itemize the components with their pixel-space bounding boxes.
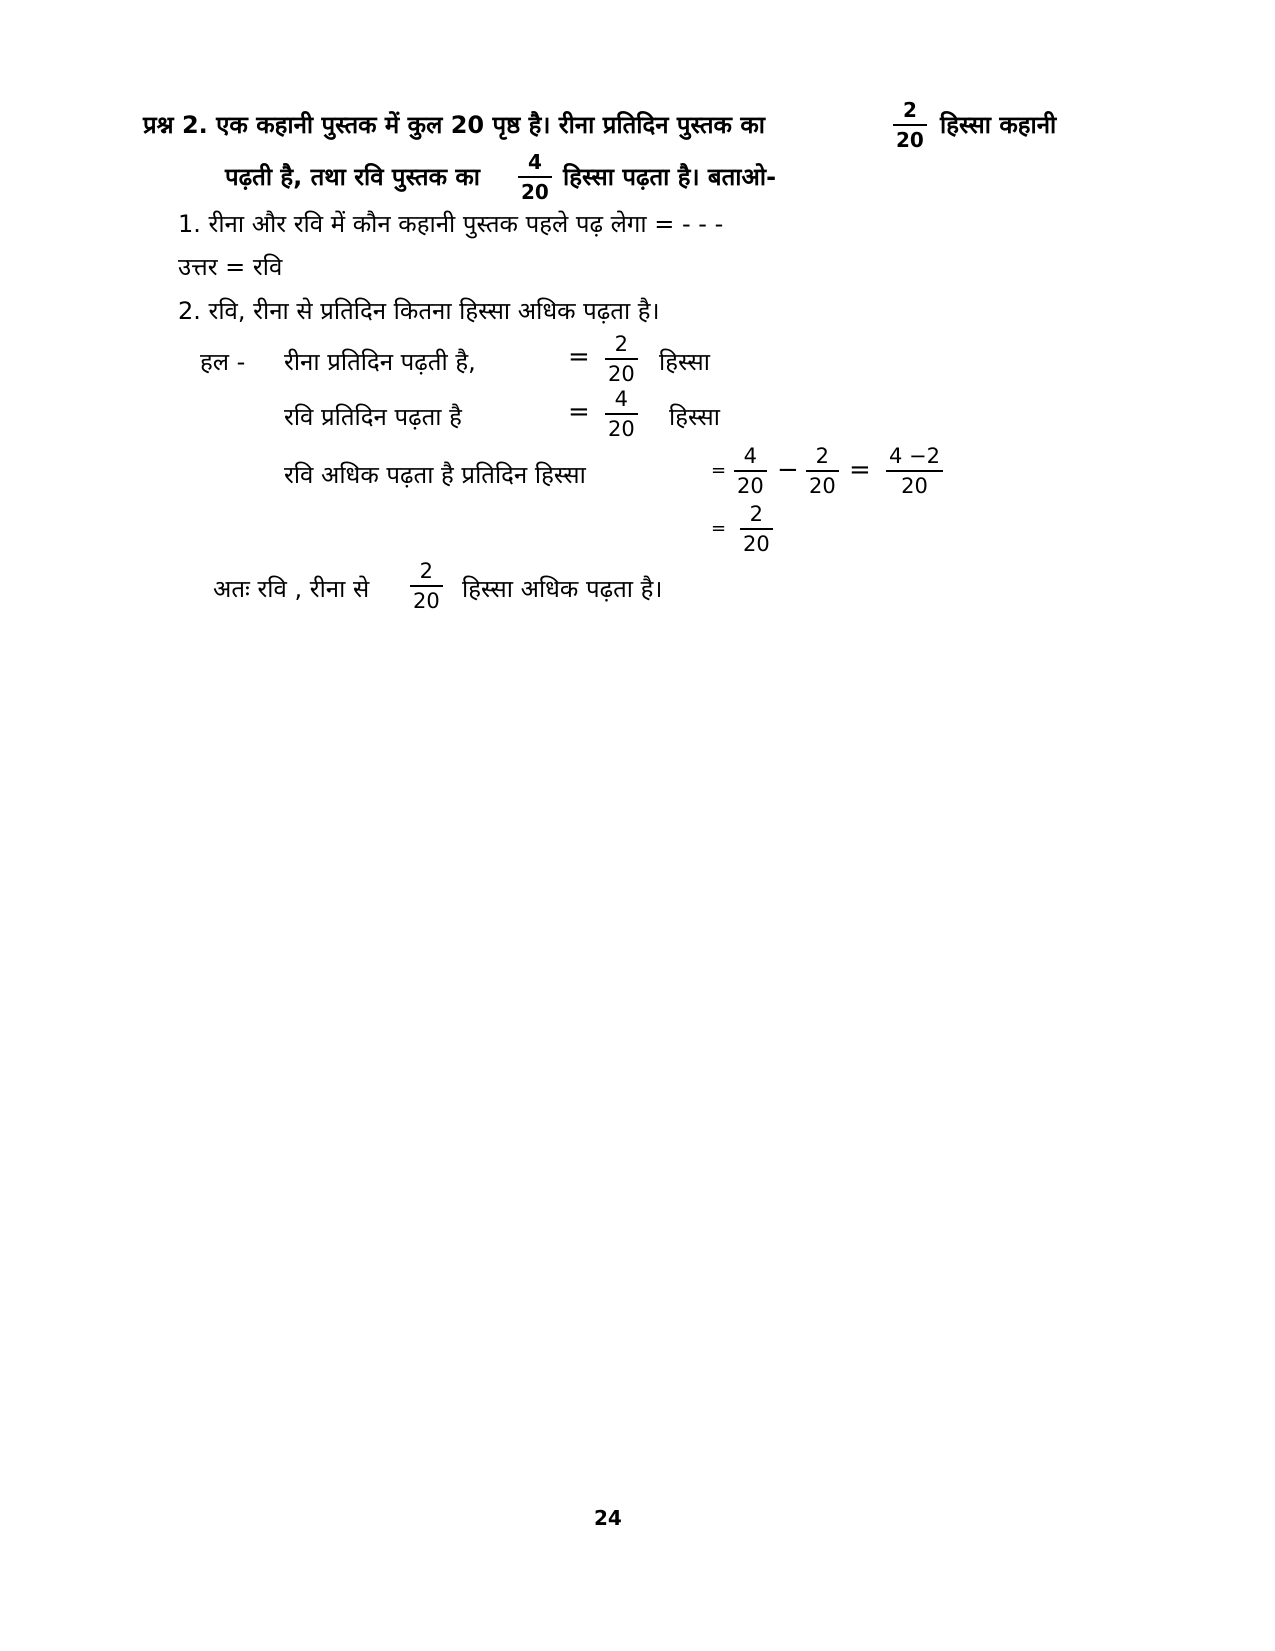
fraction-ravi-share <box>518 148 552 206</box>
fraction-numerator: 2 <box>815 444 830 468</box>
fraction-denominator: 20 <box>608 362 635 386</box>
fraction-numerator: 2 <box>902 98 917 122</box>
fraction-denominator: 20 <box>413 589 440 613</box>
equals-sign: = <box>568 342 590 372</box>
fraction-row-3-c <box>886 442 943 500</box>
sub-question-2: 2. रवि, रीना से प्रतिदिन कितना हिस्सा अधिक पढ़ता है। <box>178 297 660 325</box>
fraction-denominator: 20 <box>737 474 764 498</box>
conclusion-end: हिस्सा अधिक पढ़ता है। <box>462 575 663 603</box>
fraction-numerator: 4 −2 <box>889 444 940 468</box>
fraction-row-1 <box>605 330 638 388</box>
question-line-2-end: हिस्सा पढ़ता है। बताओ- <box>563 163 777 191</box>
question-line-1-text: प्रश्न 2. एक कहानी पुस्तक में कुल 20 पृष्ठ है। रीना प्रतिदिन पुस्तक का <box>143 111 765 139</box>
fraction-numerator: 2 <box>614 332 629 356</box>
fraction-numerator: 2 <box>749 502 764 526</box>
fraction-numerator: 4 <box>743 444 758 468</box>
fraction-row-2 <box>605 385 638 443</box>
solution-row-1-unit: हिस्सा <box>659 348 710 376</box>
fraction-denominator: 20 <box>608 417 635 441</box>
fraction-denominator: 20 <box>521 180 549 204</box>
equals-sign: = <box>711 518 727 539</box>
solution-label: हल - <box>200 348 246 376</box>
fraction-conclusion <box>410 557 443 615</box>
fraction-denominator: 20 <box>743 532 770 556</box>
conclusion-text: अतः रवि , रीना से <box>213 575 370 603</box>
equals-sign: = <box>849 455 871 485</box>
solution-row-2-unit: हिस्सा <box>669 403 720 431</box>
fraction-numerator: 2 <box>419 559 434 583</box>
minus-sign: − <box>777 455 799 485</box>
sub-question-1: 1. रीना और रवि में कौन कहानी पुस्तक पहले पढ़ लेगा = - - - <box>178 210 724 238</box>
solution-row-3-text: रवि अधिक पढ़ता है प्रतिदिन हिस्सा <box>284 461 586 489</box>
question-line-1-end: हिस्सा कहानी <box>940 111 1057 139</box>
answer-1: उत्तर = रवि <box>178 253 283 281</box>
fraction-numerator: 4 <box>614 387 629 411</box>
fraction-denominator: 20 <box>809 474 836 498</box>
fraction-numerator: 4 <box>527 150 542 174</box>
equals-sign: = <box>711 460 727 481</box>
fraction-row-3-a <box>734 442 767 500</box>
question-line-2-text: पढ़ती है, तथा रवि पुस्तक का <box>225 163 481 191</box>
fraction-denominator: 20 <box>896 128 924 152</box>
fraction-denominator: 20 <box>901 474 928 498</box>
page-number: 24 <box>594 1506 622 1530</box>
fraction-row-4 <box>740 500 773 558</box>
equals-sign: = <box>568 397 590 427</box>
solution-row-1-text: रीना प्रतिदिन पढ़ती है, <box>284 348 476 376</box>
fraction-row-3-b <box>806 442 839 500</box>
fraction-reena-share <box>893 96 927 154</box>
solution-row-2-text: रवि प्रतिदिन पढ़ता है <box>284 403 462 431</box>
